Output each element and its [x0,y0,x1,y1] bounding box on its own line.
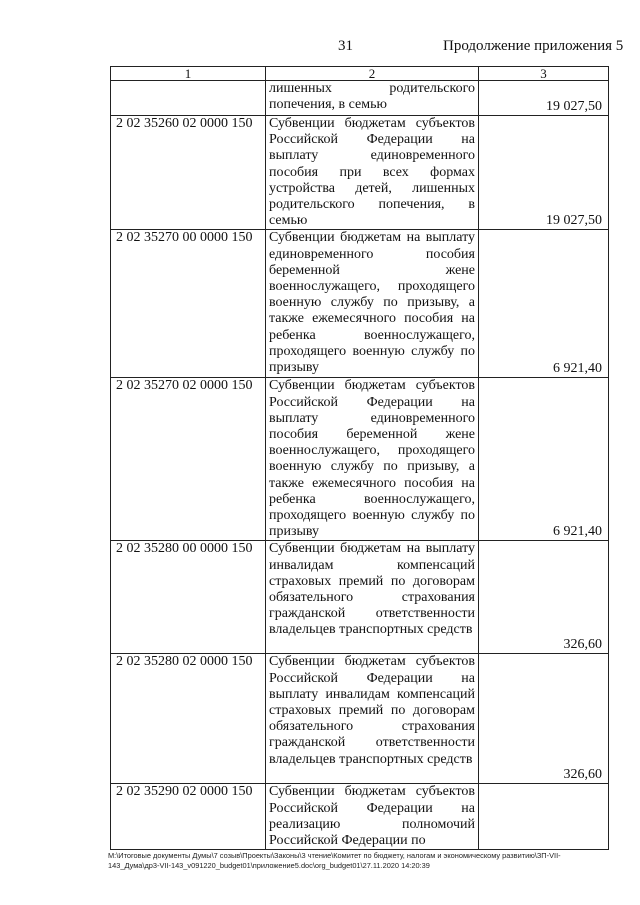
amount-value: 19 027,50 [479,116,609,230]
table-row [111,230,609,378]
column-number: 1 [111,67,266,81]
amount-value: 326,60 [479,541,609,654]
column-number: 2 [266,67,479,81]
page-number: 31 [338,38,353,54]
continuation-label: Продолжение приложения 5 [443,38,624,54]
classification-code: 2 02 35280 00 0000 150 [111,541,266,654]
amount-value: 19 027,50 [479,81,609,116]
table-row [111,654,609,784]
amount-value: 6 921,40 [479,230,609,378]
column-number-row [111,67,609,81]
classification-code [111,81,266,116]
table-row [111,378,609,541]
revenue-description: Субвенции бюджетам субъектов Российской Федерации на выплату инвалидам компенсаций страховых премий по договорам обязательного страхования гражданской ответственности владельцев транспортных средств [266,654,479,784]
amount-value: 326,60 [479,654,609,784]
revenue-description: Субвенции бюджетам на выплату единовременного пособия беременной жене военнослужащего, проходящего военную службу по призыву, а также ежемесячного пособия на ребенка военнослужащего, проходящего военную службу по призыву [266,230,479,378]
classification-code: 2 02 35290 02 0000 150 [111,784,266,850]
classification-code: 2 02 35270 02 0000 150 [111,378,266,541]
table-row [111,541,609,654]
revenue-description: Субвенции бюджетам на выплату инвалидам компенсаций страховых премий по договорам обязательного страхования гражданской ответственности владельцев транспортных средств [266,541,479,654]
column-number: 3 [479,67,609,81]
revenue-description: лишенных родительского попечения, в семью [266,81,479,116]
budget-table [110,66,609,850]
document-file-path: М:\Итоговые документы Думы\7 созыв\Проекты\Законы\3 чтение\Комитет по бюджету, налогам и экономическому развитию\ЗП-VII-143_Дума\др3-VII-143_v091220_budget01\приложение5.doc\org_budget01\27.11.2020 14:20:39 [108,851,561,870]
amount-value [479,784,609,850]
table-row [111,116,609,230]
revenue-description: Субвенции бюджетам субъектов Российской Федерации на выплату единовременного пособия беременной жене военнослужащего, проходящего военную службу по призыву, а также ежемесячного пособия на ребенка военнослужащего, проходящего военную службу по призыву [266,378,479,541]
classification-code: 2 02 35280 02 0000 150 [111,654,266,784]
classification-code: 2 02 35270 00 0000 150 [111,230,266,378]
amount-value: 6 921,40 [479,378,609,541]
table-row [111,784,609,850]
table-row [111,81,609,116]
revenue-description: Субвенции бюджетам субъектов Российской Федерации на реализацию полномочий Российской Федерации по [266,784,479,850]
classification-code: 2 02 35260 02 0000 150 [111,116,266,230]
revenue-description: Субвенции бюджетам субъектов Российской Федерации на выплату единовременного пособия при всех формах устройства детей, лишенных родительского попечения, в семью [266,116,479,230]
